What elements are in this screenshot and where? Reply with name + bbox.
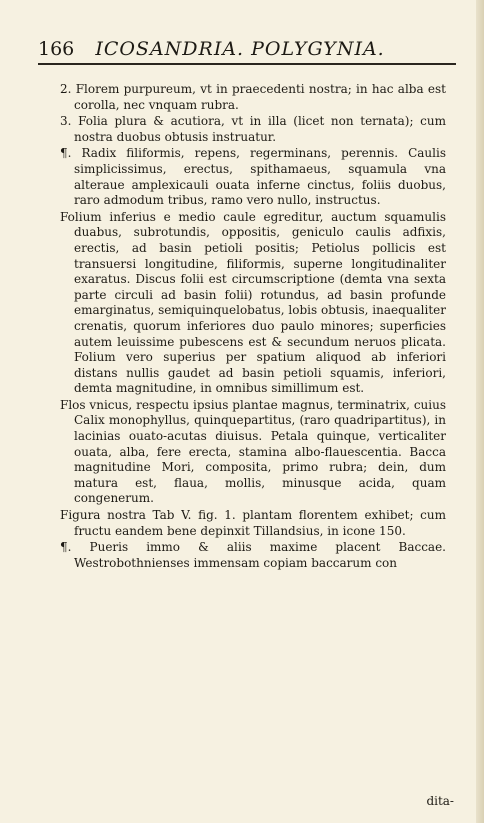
running-header [38,38,456,65]
paragraph: 2. Florem purpureum, vt in praecedenti nostra; in hac alba est corolla, nec vnquam rubra. [60,82,446,112]
running-title: ICOSANDRIA. POLYGYNIA. [95,38,385,60]
paragraph: Figura nostra Tab V. fig. 1. plantam florentem exhibet; cum fructu eandem bene depinxit Tillandsius, in icone 150. [60,508,446,538]
page-number: 166 [38,38,75,60]
paragraph: ¶. Pueris immo & aliis maxime placent Baccae. Westrobothnienses immensam copiam baccarum con [60,540,446,570]
paragraph: Folium inferius e medio caule egreditur, auctum squamulis duabus, subrotundis, oppositis, geniculo caulis adfixis, erectis, ad basin petioli positis; Petiolus pollicis est transuersi longitudine, filiformis, superne longitudinaliter exaratus. Discus folii est circumscriptione (demta vna sexta parte circuli ad basin folii) rotundus, ad basin profunde emarginatus, semiquinquelobatus, lobis obtusis, inaequaliter crenatis, quorum inferiores duo paulo minores; superficies autem leuissime pubescens est & secundum neruos plicata. Folium vero superius per spatium aliquod ab inferiori distans nullis gaudet ad basin petioli squamis, inferiori, demta magnitudine, in omnibus simillimum est. [60,209,446,396]
text-body [60,82,446,572]
page-edge [476,0,484,823]
paragraph: ¶. Radix filiformis, repens, regerminans, perennis. Caulis simplicissimus, erectus, spithamaeus, squamula vna alteraue amplexicauli ouata inferne cinctus, foliis duobus, raro admodum tribus, ramo vero nullo, instructus. [60,146,446,208]
paragraph: 3. Folia plura & acutiora, vt in illa (licet non ternata); cum nostra duobus obtusis instruatur. [60,114,446,144]
paragraph: Flos vnicus, respectu ipsius plantae magnus, terminatrix, cuius Calix monophyllus, quinquepartitus, (raro quadripartitus), in lacinias ouato-acutas diuisus. Petala quinque, verticaliter ouata, alba, fere erecta, stamina albo-flauescentia. Bacca magnitudine Mori, composita, primo rubra; dein, dum matura est, flaua, mollis, minusque acida, quam congenerum. [60,397,446,506]
catchword: dita- [426,794,454,808]
